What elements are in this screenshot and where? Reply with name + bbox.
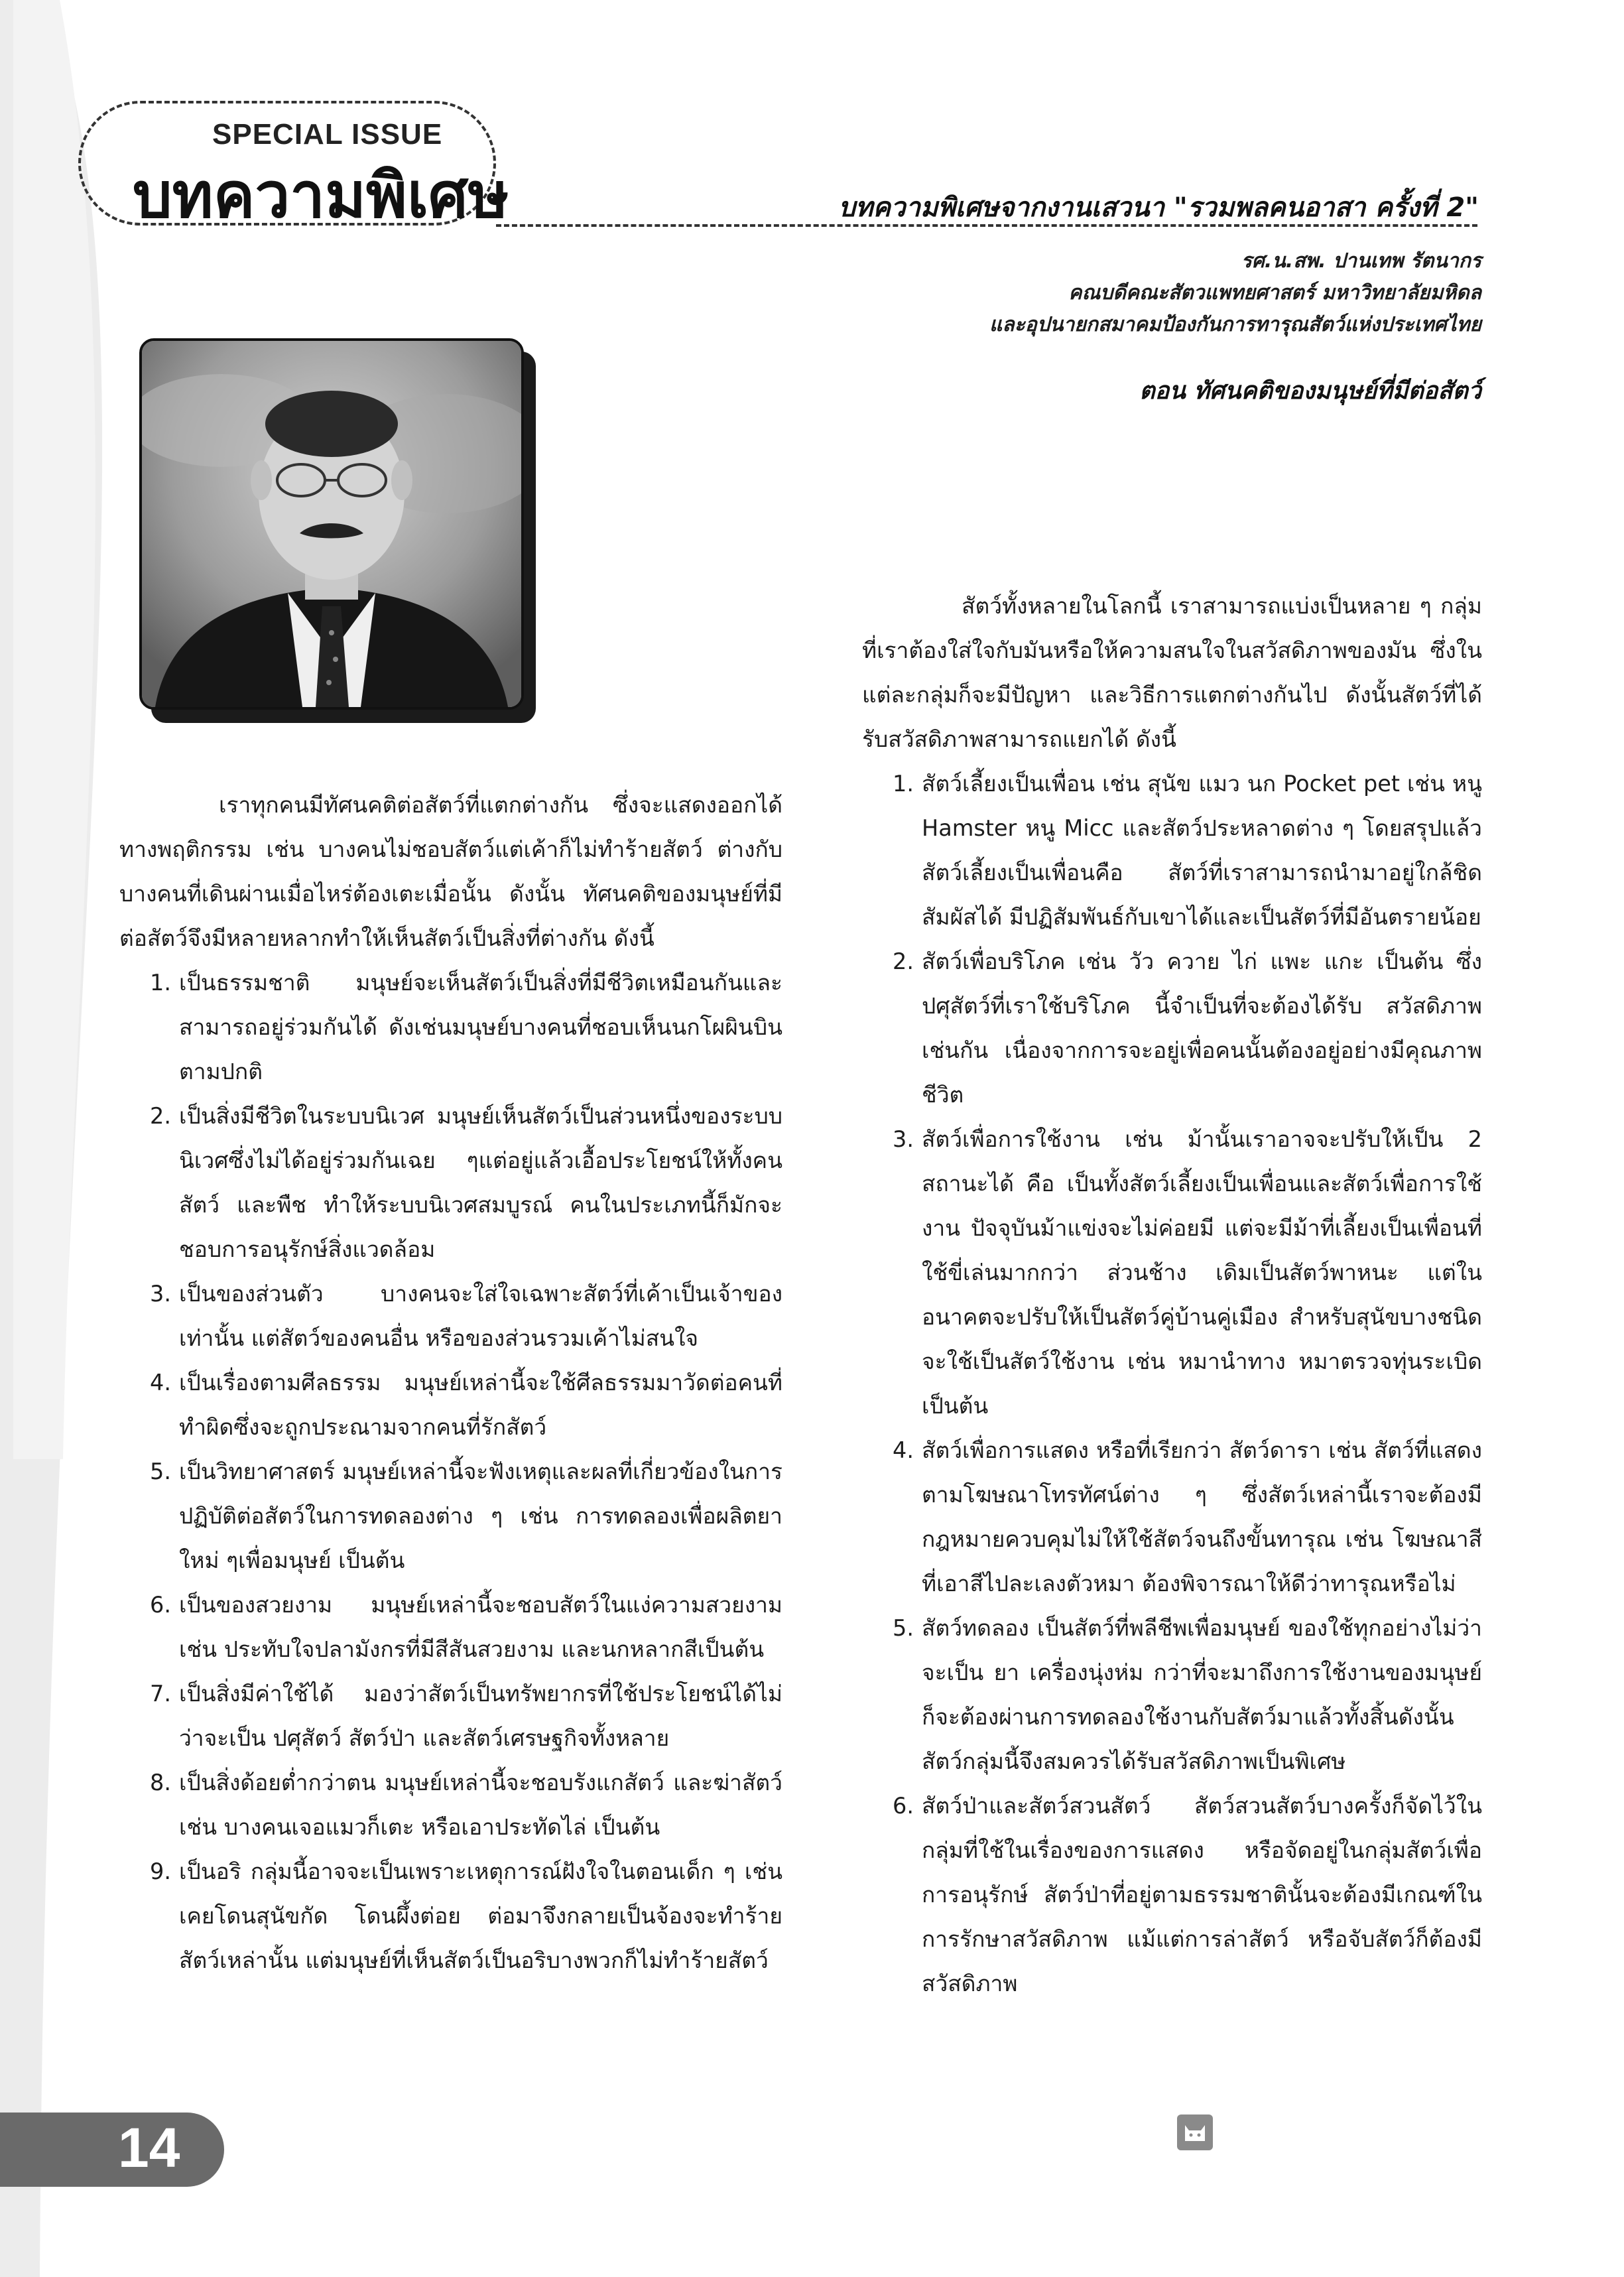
list-item [862,1428,1482,1606]
item-text: สัตว์เพื่อบริโภค เช่น วัว ควาย ไก่ แพะ แกะ เป็นต้น ซึ่งปศุสัตว์ที่เราใช้บริโภค นี้จำเป็นที่จะต้องได้รับ สวัสดิภาพเช่นกัน เนื่องจากการจะอยู่เพื่อคนนั้นต้องอยู่อย่างมีคุณภาพชีวิต [922,948,1482,1108]
item-number: 6. [893,1793,914,1819]
right-intro: สัตว์ทั้งหลายในโลกนี้ เราสามารถแบ่งเป็นหลาย ๆ กลุ่มที่เราต้องใส่ใจกับมันหรือให้ความสนใจในสวัสดิภาพของมัน ซึ่งในแต่ละกลุ่มก็จะมีปัญหา และวิธีการแตกต่างกันไป ดังนั้นสัตว์ที่ได้รับสวัสดิภาพสามารถแยกได้ ดังนี้ [862,593,1482,752]
list-item [119,1094,782,1271]
item-text: เป็นวิทยาศาสตร์ มนุษย์เหล่านี้จะฟังเหตุและผลที่เกี่ยวข้องในการปฏิบัติต่อสัตว์ในการทดลองต่าง ๆ เช่น การทดลองเพื่อผลิตยาใหม่ ๆเพื่อมนุษย์ เป็นต้น [179,1459,782,1573]
item-text: สัตว์เพื่อการแสดง หรือที่เรียกว่า สัตว์ดารา เช่น สัตว์ที่แสดงตามโฆษณาโทรทัศน์ต่าง ๆ ซึ่งสัตว์เหล่านี้เราจะต้องมีกฎหมายควบคุมไม่ให้ใช้สัตว์จนถึงขั้นทารุณ เช่น โฆษณาสีที่เอาสีไปละเลงตัวหมา ต้องพิจารณาให้ดีว่าทารุณหรือไม่ [922,1437,1482,1596]
item-text: เป็นธรรมชาติ มนุษย์จะเห็นสัตว์เป็นสิ่งที่มีชีวิตเหมือนกันและสามารถอยู่ร่วมกันได้ ดังเช่นมนุษย์บางคนที่ชอบเห็นนกโผผินบินตามปกติ [179,970,782,1084]
article-title: บทความพิเศษจากงานเสวนา "รวมพลคนอาสา ครั้งที่ 2" [838,192,1479,223]
list-item [862,939,1482,1117]
item-text: เป็นสิ่งมีชีวิตในระบบนิเวศ มนุษย์เห็นสัตว์เป็นส่วนหนึ่งของระบบนิเวศซึ่งไม่ได้อยู่ร่วมกันเฉย ๆแต่อยู่แล้วเอื้อประโยชน์ให้ทั้งคน สัตว์ และพืช ทำให้ระบบนิเวศสมบูรณ์ คนในประเภทนี้ก็มักจะชอบการอนุรักษ์สิ่งแวดล้อม [179,1103,782,1262]
list-item [119,1360,782,1449]
item-text: เป็นสิ่งด้อยต่ำกว่าตน มนุษย์เหล่านี้จะชอบรังแกสัตว์ และฆ่าสัตว์ เช่น บางคนเจอแมวก็เตะ หรือเอาประทัดไล่ เป็นต้น [179,1770,782,1840]
author-position-1: คณบดีคณะสัตวแพทยศาสตร์ มหาวิทยาลัยมหิดล [1068,281,1481,304]
badge-subtitle: SPECIAL ISSUE [212,118,443,151]
item-number: 7. [150,1681,171,1707]
item-text: เป็นของสวยงาม มนุษย์เหล่านี้จะชอบสัตว์ในแง่ความสวยงาม เช่น ประทับใจปลามังกรที่มีสีสันสวยงาม และนกหลากสีเป็นต้น [179,1592,782,1662]
item-number: 3. [893,1126,914,1152]
list-item [862,1784,1482,2006]
left-column [119,783,782,1983]
item-number: 5. [150,1459,171,1484]
item-text: เป็นสิ่งมีค่าใช้ได้ มองว่าสัตว์เป็นทรัพยากรที่ใช้ประโยชน์ได้ไม่ว่าจะเป็น ปศุสัตว์ สัตว์ป่า และสัตว์เศรษฐกิจทั้งหลาย [179,1681,782,1751]
author-name: รศ.น.สพ. ปานเทพ รัตนากร [1241,249,1481,273]
list-item [119,1849,782,1983]
list-item [119,960,782,1094]
badge-title: บทความพิเศษ [133,160,509,232]
item-number: 2. [150,1103,171,1129]
item-text: สัตว์ป่าและสัตว์สวนสัตว์ สัตว์สวนสัตว์บางครั้งก็จัดไว้ในกลุ่มที่ใช้ในเรื่องของการแสดง หรือจัดอยู่ในกลุ่มสัตว์เพื่อการอนุรักษ์ สัตว์ป่าที่อยู่ตามธรรมชาตินั้นจะต้องมีเกณฑ์ในการรักษาสวัสดิภาพ แม้แต่การล่าสัตว์ หรือจับสัตว์ก็ต้องมีสวัสดิภาพ [922,1793,1482,1996]
animal-group-list [862,761,1482,2006]
list-item [119,1671,782,1760]
item-text: สัตว์ทดลอง เป็นสัตว์ที่พลีชีพเพื่อมนุษย์ ของใช้ทุกอย่างไม่ว่าจะเป็น ยา เครื่องนุ่งห่ม กว่าที่จะมาถึงการใช้งานของมนุษย์ก็จะต้องผ่านการทดลองใช้งานกับสัตว์มาแล้วทั้งสิ้นดังนั้น สัตว์กลุ่มนี้จึงสมควรได้รับสวัสดิภาพเป็นพิเศษ [922,1615,1482,1774]
item-text: เป็นของส่วนตัว บางคนจะใส่ใจเฉพาะสัตว์ที่เค้าเป็นเจ้าของเท่านั้น แต่สัตว์ของคนอื่น หรือของส่วนรวมเค้าไม่สนใจ [179,1281,782,1351]
list-item [119,1449,782,1583]
author-portrait-image [142,341,521,707]
list-item [862,1606,1482,1784]
item-text: เป็นเรื่องตามศีลธรรม มนุษย์เหล่านี้จะใช้ศีลธรรมมาวัดต่อคนที่ทำผิดซึ่งจะถูกประณามจากคนที่รักสัตว์ [179,1370,782,1440]
item-number: 8. [150,1770,171,1795]
page-number: 14 [118,2116,180,2179]
list-item [119,1271,782,1360]
item-text: เป็นอริ กลุ่มนี้อาจจะเป็นเพราะเหตุการณ์ฝังใจในตอนเด็ก ๆ เช่น เคยโดนสุนัขกัด โดนผึ้งต่อย ต่อมาจึงกลายเป็นจ้องจะทำร้ายสัตว์เหล่านั้น แต่มนุษย์ที่เห็นสัตว์เป็นอริบางพวกก็ไม่ทำร้ายสัตว์ [179,1858,782,1973]
right-column [862,584,1482,2006]
left-intro: เราทุกคนมีทัศนคติต่อสัตว์ที่แตกต่างกัน ซึ่งจะแสดงออกได้ทางพฤติกรรม เช่น บางคนไม่ชอบสัตว์แต่เค้าก็ไม่ทำร้ายสัตว์ ต่างกับบางคนที่เดินผ่านเมื่อไหร่ต้องเตะเมื่อนั้น ดังนั้น ทัศนคติของมนุษย์ที่มีต่อสัตว์จึงมีหลายหลากทำให้เห็นสัตว์เป็นสิ่งที่ต่างกัน ดังนี้ [119,792,782,951]
item-number: 6. [150,1592,171,1618]
cat-face-icon [1177,2114,1213,2150]
item-number: 4. [150,1370,171,1396]
item-number: 3. [150,1281,171,1307]
item-number: 5. [893,1615,914,1641]
author-photo [139,338,524,710]
item-text: สัตว์เพื่อการใช้งาน เช่น ม้านั้นเราอาจจะปรับให้เป็น 2 สถานะได้ คือ เป็นทั้งสัตว์เลี้ยงเป็นเพื่อนและสัตว์เพื่อการใช้งาน ปัจจุบันม้าแข่งจะไม่ค่อยมี แต่จะมีม้าที่เลี้ยงเป็นเพื่อนที่ใช้ขี่เล่นมากกว่า ส่วนช้าง เดิมเป็นสัตว์พาหนะ แต่ในอนาคตจะปรับให้เป็นสัตว์คู่บ้านคู่เมือง สำหรับสุนัขบางชนิด จะใช้เป็นสัตว์ใช้งาน เช่น หมานำทาง หมาตรวจทุ่นระเบิด เป็นต้น [922,1126,1482,1419]
list-item [119,1760,782,1849]
item-number: 1. [150,970,171,996]
item-number: 4. [893,1437,914,1463]
item-text: สัตว์เลี้ยงเป็นเพื่อน เช่น สุนัข แมว นก Pocket pet เช่น หนู Hamster หนู Micc และสัตว์ประหลาดต่าง ๆ โดยสรุปแล้วสัตว์เลี้ยงเป็นเพื่อนคือ สัตว์ที่เราสามารถนำมาอยู่ใกล้ชิด สัมผัสได้ มีปฏิสัมพันธ์กับเขาได้และเป็นสัตว์ที่มีอันตรายน้อย [922,771,1482,930]
list-item [119,1583,782,1671]
page-number-tab [0,2113,224,2187]
episode-title: ตอน ทัศนคติของมนุษย์ที่มีต่อสัตว์ [1139,377,1481,405]
list-item [862,1117,1482,1428]
item-number: 9. [150,1858,171,1884]
item-number: 2. [893,948,914,974]
list-item [862,761,1482,939]
author-position-2: และอุปนายกสมาคมป้องกันการทารุณสัตว์แห่งประเทศไทย [989,313,1481,336]
item-number: 1. [893,771,914,797]
attitude-list [119,960,782,1983]
